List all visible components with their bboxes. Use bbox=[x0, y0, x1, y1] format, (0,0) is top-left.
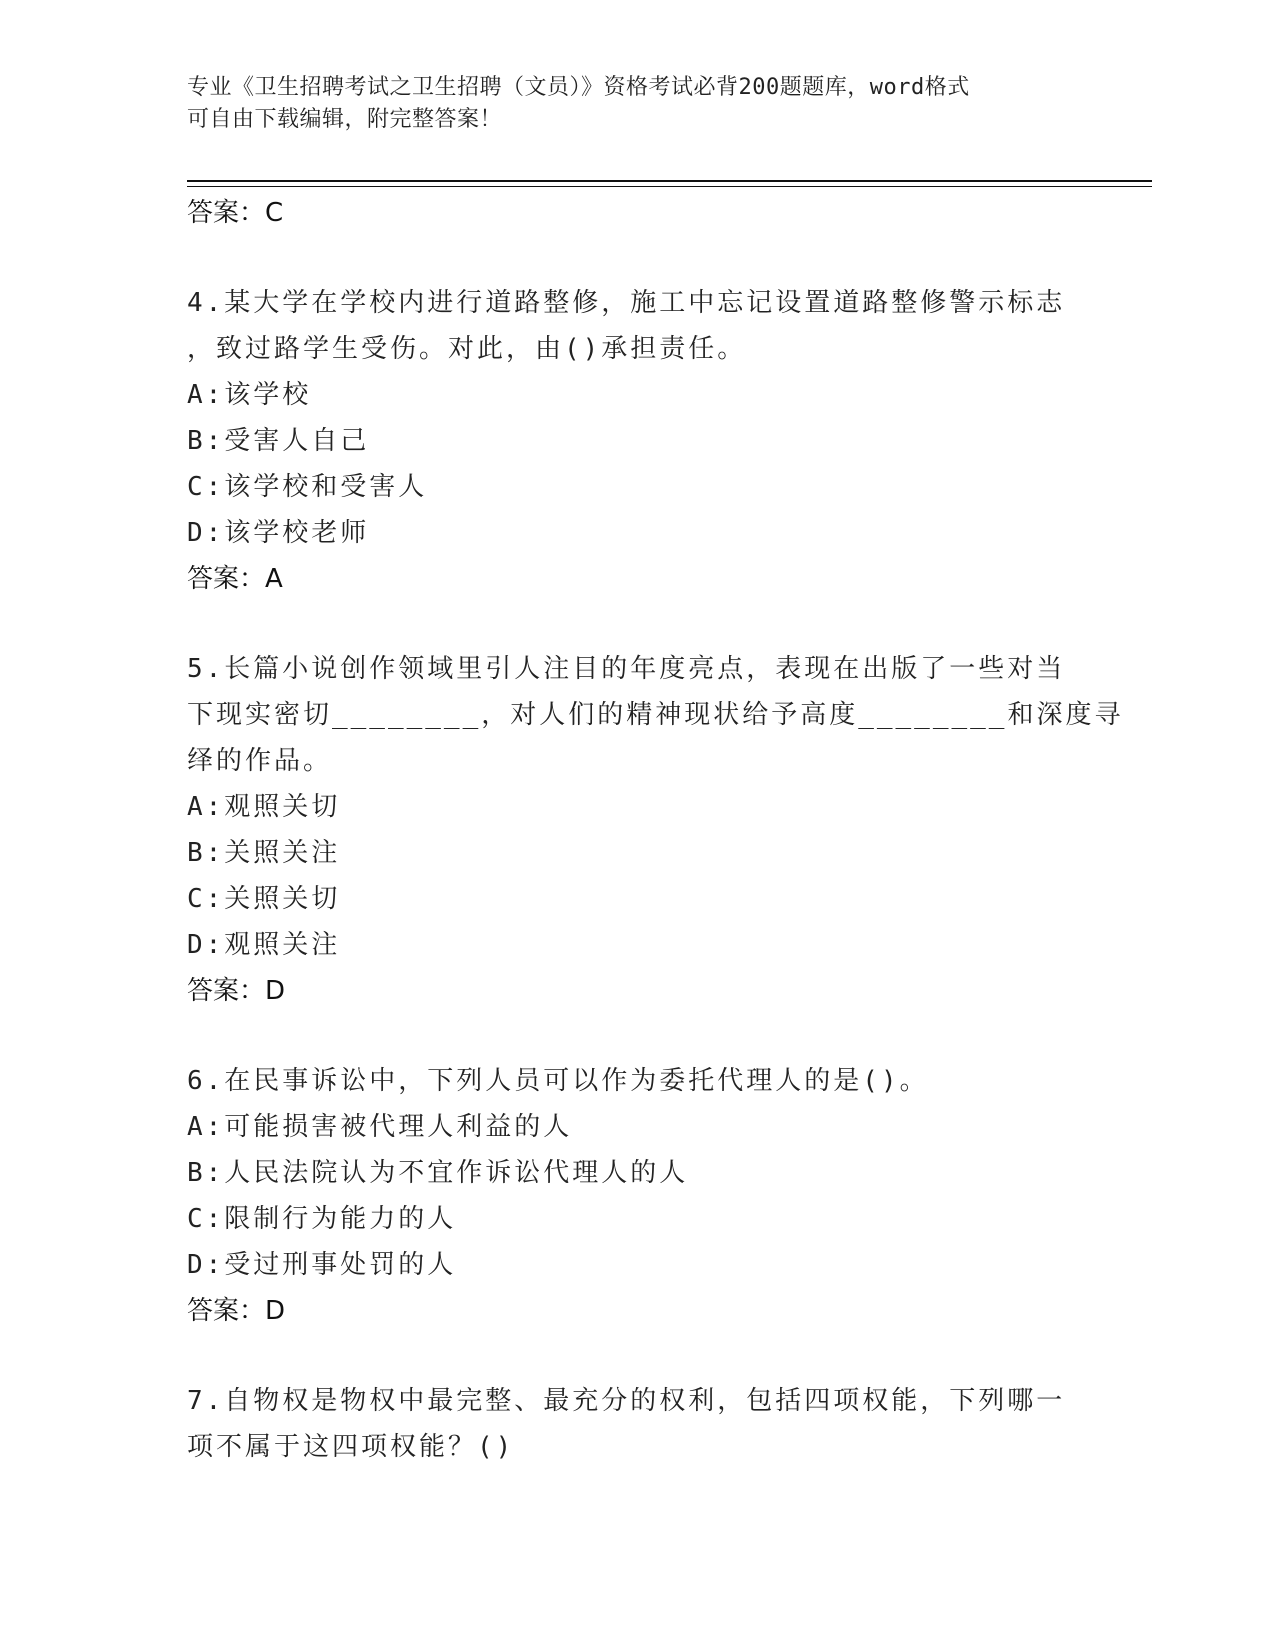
option-d: D:该学校老师 bbox=[187, 518, 370, 548]
option-b: B:受害人自己 bbox=[187, 426, 370, 456]
option-b: B:关照关注 bbox=[187, 838, 341, 868]
option-a: A:可能损害被代理人利益的人 bbox=[187, 1112, 573, 1142]
option-b: B:人民法院认为不宜作诉讼代理人的人 bbox=[187, 1158, 689, 1188]
answer-line: 答案：D bbox=[187, 1296, 286, 1326]
question-4 bbox=[187, 280, 1067, 602]
document-header bbox=[187, 72, 1087, 136]
option-d: D:观照关注 bbox=[187, 930, 341, 960]
option-c: C:限制行为能力的人 bbox=[187, 1204, 457, 1234]
spacer bbox=[187, 602, 1067, 646]
question-text-line: 6.在民事诉讼中，下列人员可以作为委托代理人的是()。 bbox=[187, 1066, 929, 1096]
header-rule-thin bbox=[187, 186, 1152, 187]
option-a: A:观照关切 bbox=[187, 792, 341, 822]
option-c: C:该学校和受害人 bbox=[187, 472, 428, 502]
option-a: A:该学校 bbox=[187, 380, 312, 410]
question-text-line: 项不属于这四项权能？() bbox=[187, 1432, 515, 1462]
header-line-1: 专业《卫生招聘考试之卫生招聘（文员）》资格考试必背200题题库，word格式 bbox=[187, 75, 970, 100]
answer-line: 答案：D bbox=[187, 976, 286, 1006]
question-text-line: 7.自物权是物权中最完整、最充分的权利，包括四项权能，下列哪一 bbox=[187, 1386, 1066, 1416]
answer-line: 答案：C bbox=[187, 198, 284, 228]
question-5 bbox=[187, 646, 1124, 1014]
question-7 bbox=[187, 1378, 1067, 1470]
question-text-line: 绎的作品。 bbox=[187, 746, 333, 776]
answer-line: 答案：A bbox=[187, 564, 283, 594]
question-text-line: ，致过路学生受伤。对此，由()承担责任。 bbox=[187, 334, 747, 364]
question-text-line: 5.长篇小说创作领域里引人注目的年度亮点，表现在出版了一些对当 bbox=[187, 654, 1066, 684]
question-text-line: 下现实密切________，对人们的精神现状给予高度________和深度寻 bbox=[187, 700, 1124, 730]
spacer bbox=[187, 1334, 1067, 1378]
header-line-2: 可自由下载编辑，附完整答案！ bbox=[187, 107, 503, 132]
option-c: C:关照关切 bbox=[187, 884, 341, 914]
spacer bbox=[187, 1014, 1067, 1058]
question-6 bbox=[187, 1058, 1067, 1334]
header-rule-thick bbox=[187, 180, 1152, 182]
question-text-line: 4.某大学在学校内进行道路整修，施工中忘记设置道路整修警示标志 bbox=[187, 288, 1066, 318]
option-d: D:受过刑事处罚的人 bbox=[187, 1250, 457, 1280]
spacer bbox=[187, 236, 1067, 280]
question-list bbox=[187, 188, 1124, 1470]
